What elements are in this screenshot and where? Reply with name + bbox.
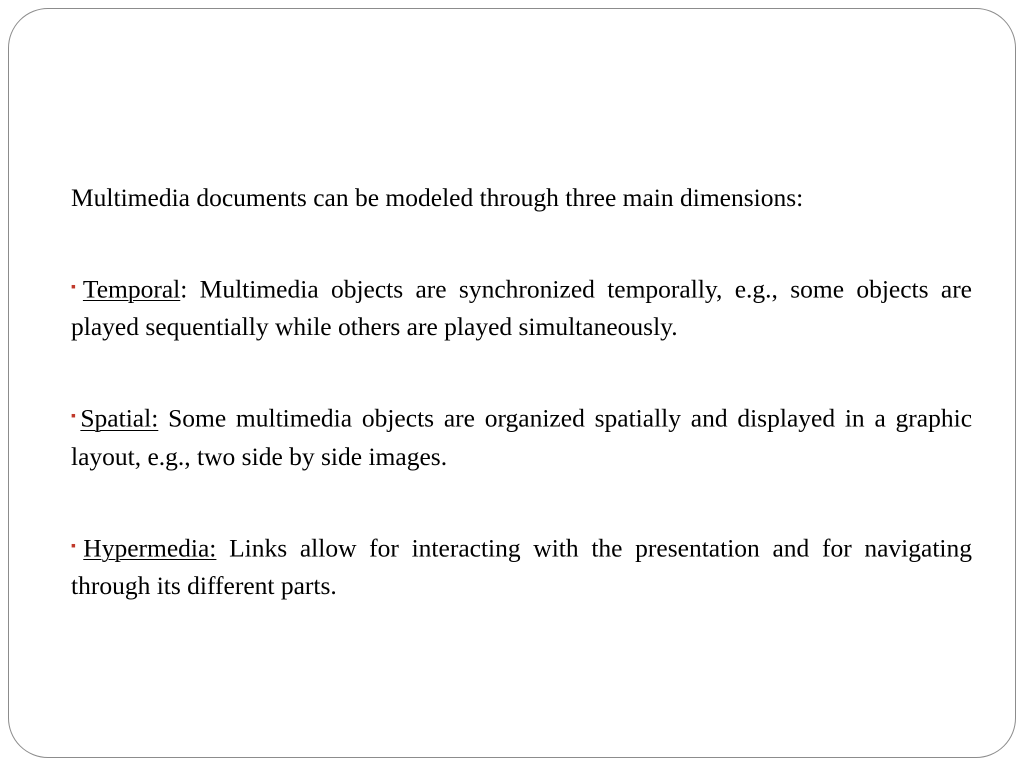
- term-temporal: Temporal: [82, 274, 181, 304]
- slide-content: [71, 179, 972, 657]
- slide-frame: [8, 8, 1016, 758]
- term-hypermedia: Hypermedia:: [83, 532, 217, 562]
- square-bullet-icon: ▪: [71, 409, 80, 425]
- intro-text: Multimedia documents can be modeled through three main dimensions:: [71, 183, 804, 212]
- square-bullet-icon: ▪: [71, 538, 83, 554]
- point-description: Multimedia objects are synchronized temporally, e.g., some objects are played sequentially while others are played simultaneously.: [71, 274, 972, 342]
- term-spatial: Spatial:: [80, 403, 159, 433]
- point-description: Links allow for interacting with the presentation and for navigating through its different parts.: [71, 532, 973, 600]
- bullet-point-temporal: [71, 269, 972, 346]
- bullet-point-spatial: [71, 398, 972, 475]
- square-bullet-icon: ▪: [71, 280, 82, 295]
- term-separator: :: [180, 274, 188, 304]
- point-description: Some multimedia objects are organized spatially and displayed in a graphic layout, e.g., two side by side images.: [71, 403, 973, 471]
- bullet-point-hypermedia: [71, 528, 972, 605]
